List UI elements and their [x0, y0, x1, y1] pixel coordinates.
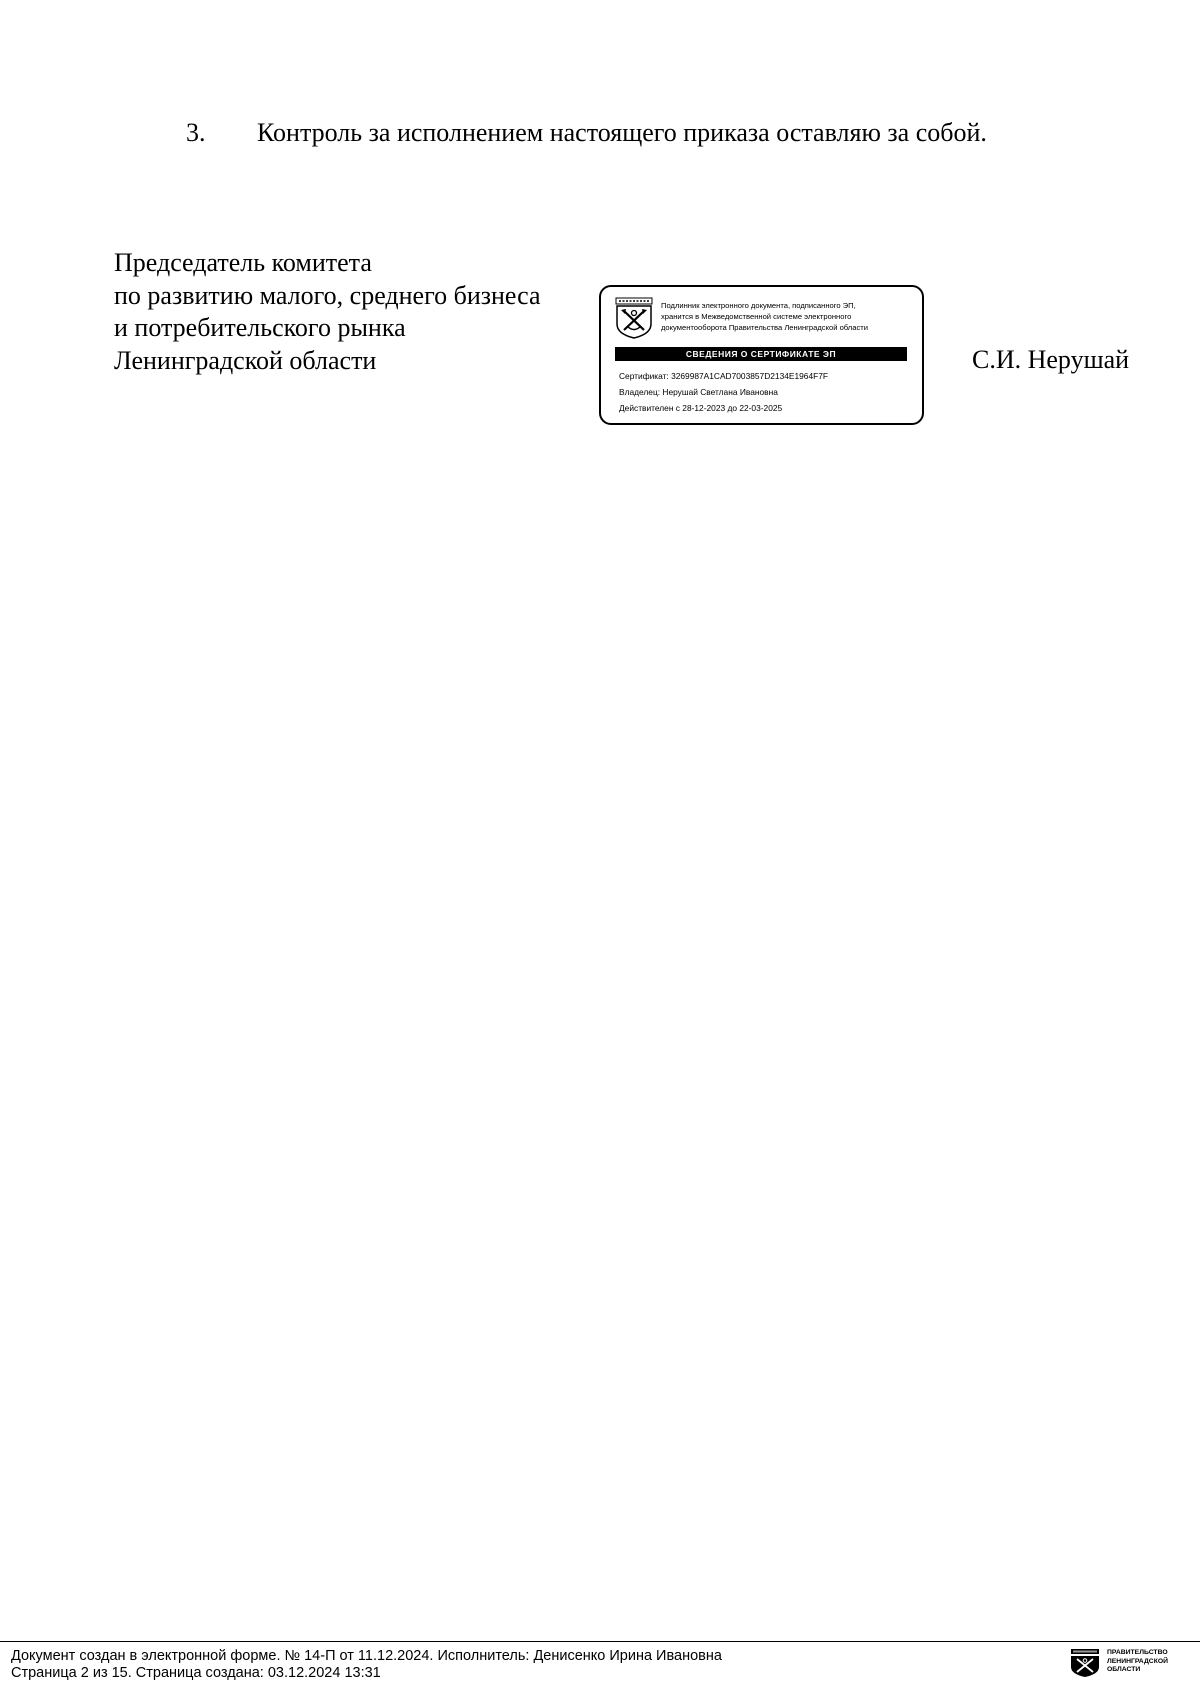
signer-position-line: Председатель комитета	[114, 248, 372, 277]
signer-position-line: Ленинградской области	[114, 345, 377, 375]
paragraph-text: Контроль за исполнением настоящего приказа оставляю за собой.	[257, 118, 987, 147]
signer-position	[114, 247, 541, 377]
stamp-note-line: документооборота Правительства Ленинградской области	[661, 323, 868, 332]
stamp-certificate-info	[619, 368, 828, 416]
footer-brand-line: ПРАВИТЕЛЬСТВО	[1107, 1649, 1168, 1656]
paragraph-number: 3.	[186, 118, 206, 147]
stamp-note-line: Подлинник электронного документа, подписанного ЭП,	[661, 301, 856, 310]
stamp-note-line: хранится в Межведомственной системе электронного	[661, 312, 852, 321]
government-logo-icon	[1071, 1649, 1099, 1677]
footer-brand	[1107, 1649, 1168, 1675]
stamp-certificate: Сертификат: 3269987A1CAD7003857D2134E1964F7F	[619, 371, 828, 381]
coat-of-arms-icon	[615, 297, 653, 339]
footer-line-page: Страница 2 из 15. Страница создана: 03.12.2024 13:31	[11, 1665, 381, 1681]
footer-document-info	[11, 1648, 722, 1682]
stamp-validity: Действителен с 28-12-2023 до 22-03-2025	[619, 403, 783, 413]
stamp-note	[661, 300, 868, 333]
signer-position-line: по развитию малого, среднего бизнеса	[114, 280, 541, 310]
signer-position-line: и потребительского рынка	[114, 313, 406, 342]
footer-brand-line: ЛЕНИНГРАДСКОЙ	[1107, 1657, 1169, 1665]
stamp-owner: Владелец: Нерушай Светлана Ивановна	[619, 387, 778, 397]
signer-name: С.И. Нерушай	[972, 345, 1130, 374]
stamp-header: СВЕДЕНИЯ О СЕРТИФИКАТЕ ЭП	[615, 347, 907, 361]
footer-line-document: Документ создан в электронной форме. № 14-П от 11.12.2024. Исполнитель: Денисенко Ирина Ивановна	[11, 1648, 722, 1664]
footer-brand-line: ОБЛАСТИ	[1107, 1666, 1141, 1673]
footer-divider	[0, 1641, 1200, 1642]
electronic-signature-stamp	[599, 285, 924, 425]
order-paragraph-3	[186, 117, 987, 149]
